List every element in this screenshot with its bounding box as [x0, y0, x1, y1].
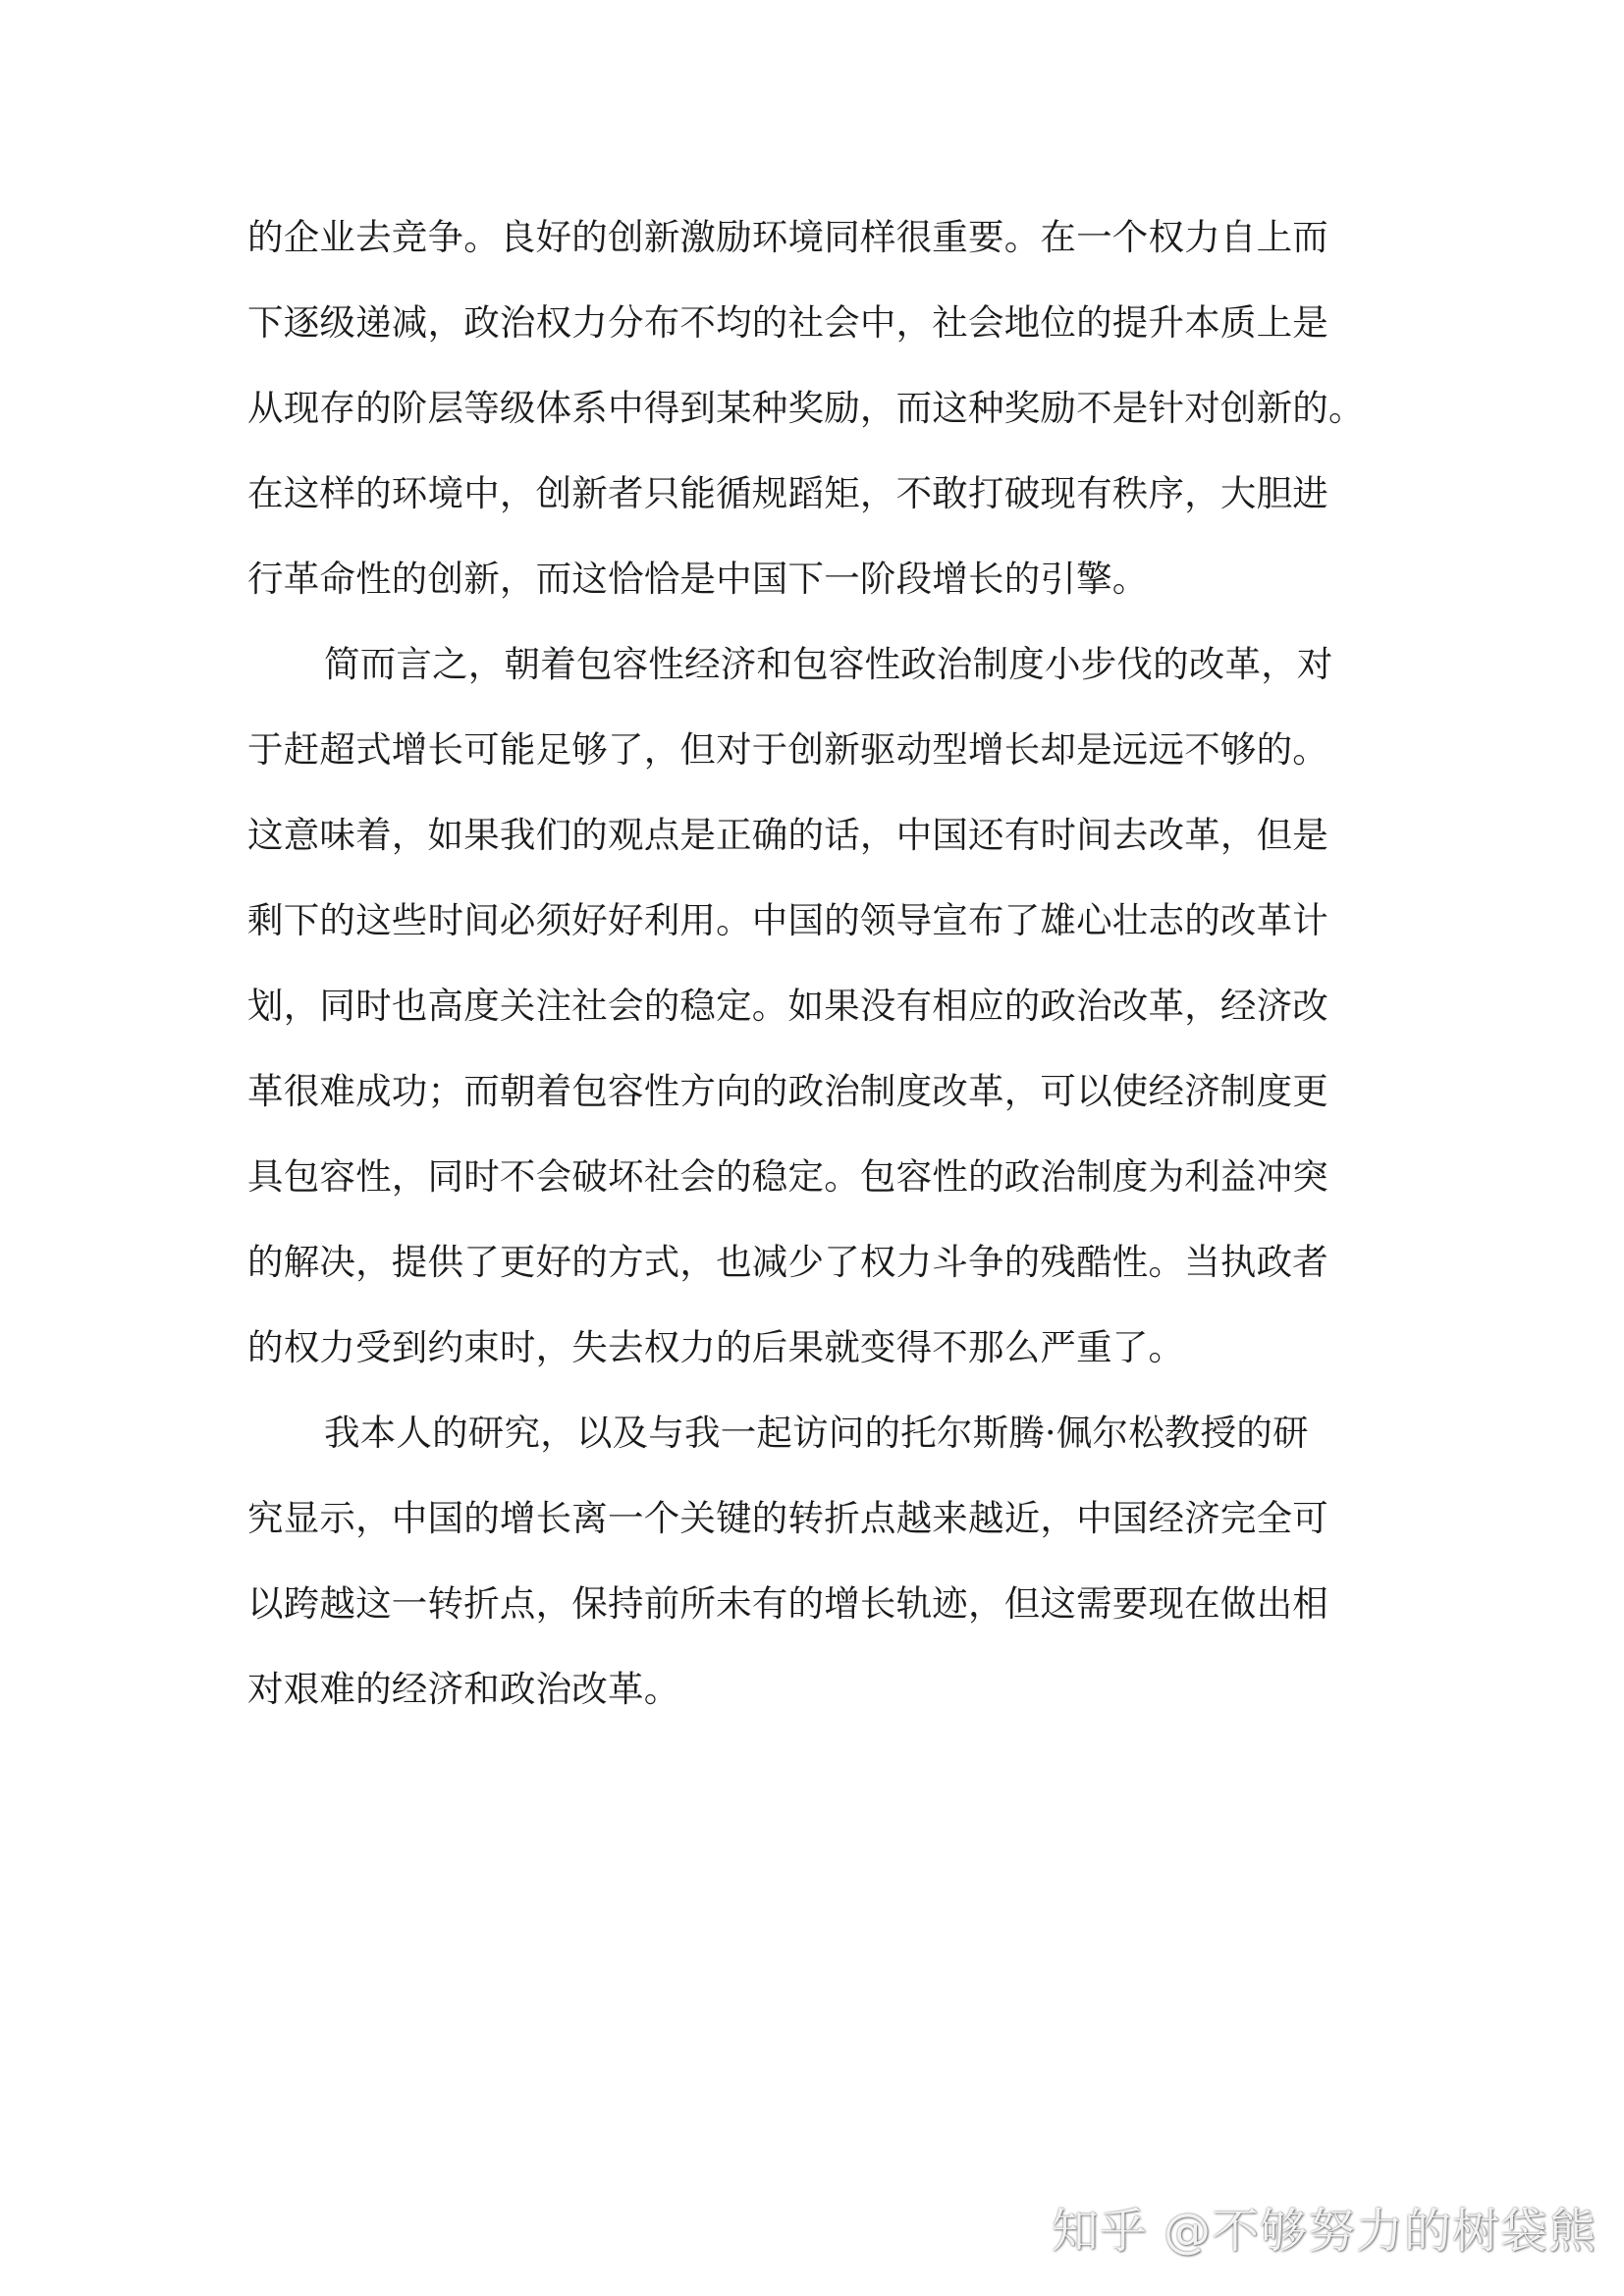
text-line: 的权力受到约束时，失去权力的后果就变得不那么严重了。	[247, 1326, 1185, 1368]
text-line: 划，同时也高度关注社会的稳定。如果没有相应的政治改革，经济改	[247, 985, 1328, 1027]
text-line: 在这样的环境中，创新者只能循规蹈矩，不敢打破现有秩序，大胆进	[247, 472, 1328, 514]
watermark: 知乎 @不够努力的树袋熊	[1051, 2204, 1597, 2259]
text-line: 简而言之，朝着包容性经济和包容性政治制度小步伐的改革，对	[324, 643, 1333, 685]
text-line: 下逐级递减，政治权力分布不均的社会中，社会地位的提升本质上是	[247, 301, 1328, 344]
text-line: 这意味着，如果我们的观点是正确的话，中国还有时间去改革，但是	[247, 814, 1328, 856]
text-line: 剩下的这些时间必须好好利用。中国的领导宣布了雄心壮志的改革计	[247, 899, 1328, 941]
text-line: 的企业去竞争。良好的创新激励环境同样很重要。在一个权力自上而	[247, 216, 1328, 258]
text-line: 于赶超式增长可能足够了，但对于创新驱动型增长却是远远不够的。	[247, 728, 1328, 771]
text-line: 对艰难的经济和政治改革。	[247, 1668, 680, 1710]
text-line: 以跨越这一转折点，保持前所未有的增长轨迹，但这需要现在做出相	[247, 1582, 1328, 1625]
text-line: 具包容性，同时不会破坏社会的稳定。包容性的政治制度为利益冲突	[247, 1155, 1328, 1198]
text-line: 的解决，提供了更好的方式，也减少了权力斗争的残酷性。当执政者	[247, 1241, 1328, 1283]
text-line: 究显示，中国的增长离一个关键的转折点越来越近，中国经济完全可	[247, 1497, 1328, 1539]
text-line: 我本人的研究，以及与我一起访问的托尔斯腾·佩尔松教授的研	[324, 1412, 1309, 1454]
text-line: 从现存的阶层等级体系中得到某种奖励，而这种奖励不是针对创新的。	[247, 387, 1365, 429]
text-line: 行革命性的创新，而这恰恰是中国下一阶段增长的引擎。	[247, 558, 1149, 600]
text-line: 革很难成功；而朝着包容性方向的政治制度改革，可以使经济制度更	[247, 1070, 1328, 1112]
